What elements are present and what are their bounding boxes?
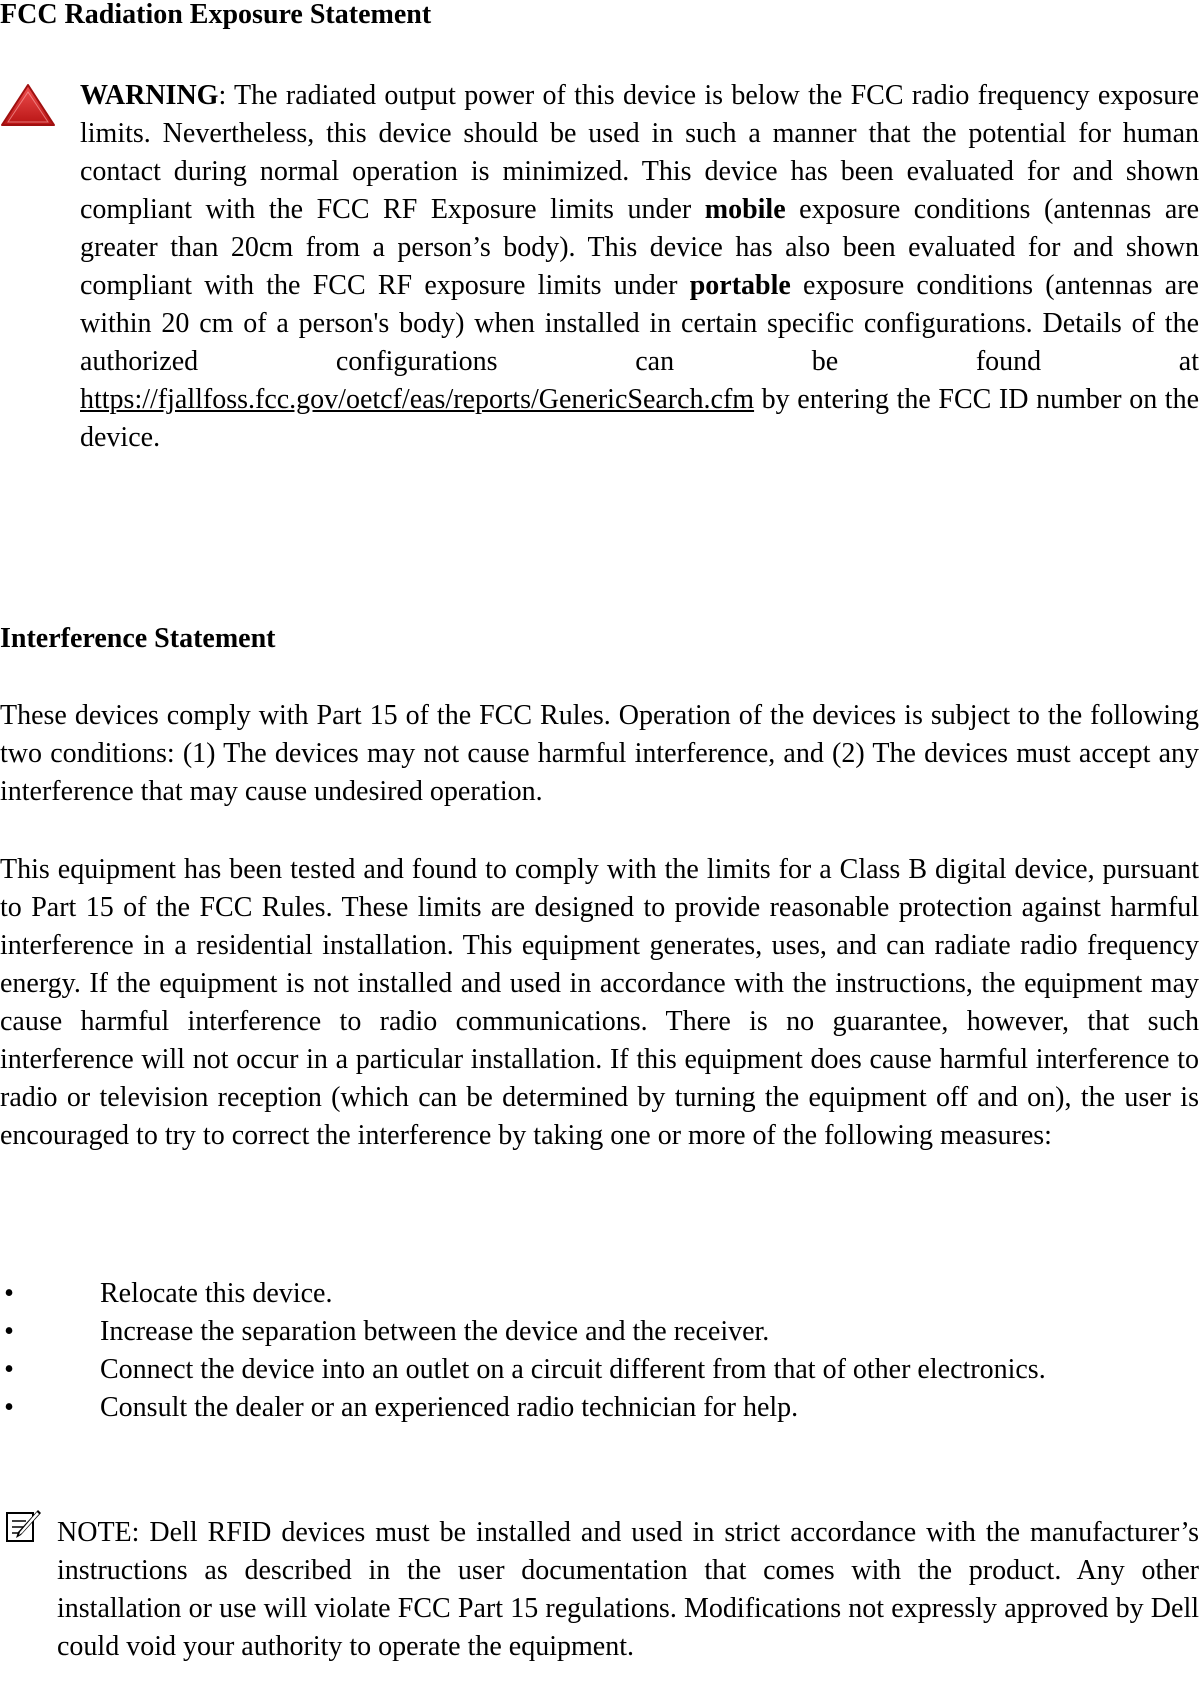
list-item <box>0 1389 1199 1427</box>
warning-text-part-4: by entering the FCC ID number on the device. <box>80 384 1199 453</box>
bullet-icon: • <box>4 1354 14 1385</box>
list-item <box>0 1275 1199 1313</box>
interference-heading: Interference Statement <box>0 623 276 654</box>
measures-list <box>0 1275 1199 1427</box>
warning-text-part-1: : The radiated output power of this device is below the FCC radio frequency exposure limits. Nevertheless, this device should be used in such a manner that the potential for human contact during normal operation is minimized. This device has been evaluated for and shown compliant with the FCC RF Exposure limits under <box>80 80 1199 225</box>
list-item-text: Increase the separation between the device and the receiver. <box>100 1316 770 1347</box>
warning-triangle-icon <box>0 82 56 128</box>
list-item <box>0 1351 1199 1389</box>
list-item-text: Consult the dealer or an experienced radio technician for help. <box>100 1392 799 1423</box>
fcc-search-link[interactable]: https://fjallfoss.fcc.gov/oetcf/eas/reports/GenericSearch.cfm <box>80 384 755 415</box>
warning-label: WARNING <box>80 80 219 111</box>
bullet-icon: • <box>4 1316 14 1347</box>
portable-bold-text: portable <box>689 270 791 301</box>
list-item <box>0 1313 1199 1351</box>
mobile-bold-text: mobile <box>704 194 786 225</box>
class-b-paragraph: This equipment has been tested and found to comply with the limits for a Class B digital device, pursuant to Part 15 of the FCC Rules. These limits are designed to provide reasonable protection against harmful interference in a residential installation. This equipment generates, uses, and can radiate radio frequency energy. If the equipment is not installed and used in accordance with the instructions, the equipment may cause harmful interference to radio communications. There is no guarantee, however, that such interference will not occur in a particular installation. If this equipment does cause harmful interference to radio or television reception (which can be determined by turning the equipment off and on), the user is encouraged to try to correct the interference by taking one or more of the following measures: <box>0 854 1199 1151</box>
fcc-heading: FCC Radiation Exposure Statement <box>0 0 432 30</box>
note-paragraph: NOTE: Dell RFID devices must be installed and used in strict accordance with the manufacturer’s instructions as described in the user documentation that comes with the product. Any other installation or use will violate FCC Part 15 regulations. Modifications not expressly approved by Dell could void your authority to operate the equipment. <box>57 1517 1199 1662</box>
note-pencil-icon <box>4 1508 42 1544</box>
bullet-icon: • <box>4 1278 14 1309</box>
bullet-icon: • <box>4 1392 14 1423</box>
list-item-text: Connect the device into an outlet on a circuit different from that of other electronics. <box>100 1354 1046 1385</box>
warning-text-part-3: exposure conditions (antennas are within 20 cm of a person's body) when installed in certain specific configurations. Details of the authorized configurations can be found at <box>80 270 1199 377</box>
compliance-paragraph: These devices comply with Part 15 of the FCC Rules. Operation of the devices is subject to the following two conditions: (1) The devices may not cause harmful interference, and (2) The devices must accept any interference that may cause undesired operation. <box>0 700 1199 807</box>
warning-paragraph <box>80 77 1199 457</box>
warning-text-part-2: exposure conditions (antennas are greater than 20cm from a person’s body). This device has also been evaluated for and shown compliant with the FCC RF exposure limits under <box>80 194 1199 301</box>
list-item-text: Relocate this device. <box>100 1278 333 1309</box>
